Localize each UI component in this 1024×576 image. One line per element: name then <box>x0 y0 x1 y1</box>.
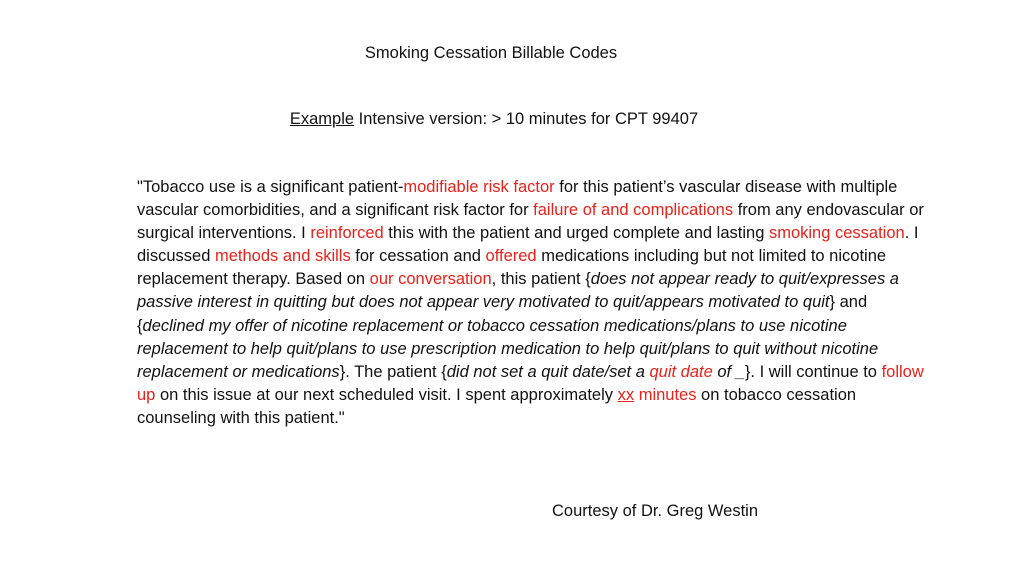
highlight-reinforced: reinforced <box>310 224 384 243</box>
text-segment: from any endovascular or surgical interventions. I <box>137 201 924 243</box>
text-segment: medications including but not limited to nicotine replacement therapy. Based on <box>137 247 887 289</box>
example-line <box>0 110 988 129</box>
text-segment: for cessation and <box>350 247 486 266</box>
highlight-modifiable-risk-factor: modifiable risk factor <box>403 178 555 196</box>
text-segment: }. I will continue to <box>744 362 882 381</box>
highlight-our-conversation: our conversation <box>369 270 492 289</box>
highlight-minutes-placeholder: xx <box>617 385 635 404</box>
highlight-offered: offered <box>485 247 537 266</box>
credit-line: Courtesy of Dr. Greg Westin <box>552 502 759 520</box>
text-segment: on tobacco cessation counseling with this patient." <box>137 385 857 427</box>
readiness-options: does not appear ready to quit/expresses a passive interest in quitting but does not appear very motivated to quit/appears motivated to quit <box>137 270 899 312</box>
text-segment: , this patient { <box>491 270 591 289</box>
example-label: Example <box>289 110 355 128</box>
quit-date-options: of _ <box>712 362 745 381</box>
text-segment: } and { <box>137 293 868 335</box>
text-segment: on this issue at our next scheduled visit. I spent approximately <box>155 385 618 404</box>
text-segment: "Tobacco use is a significant patient- <box>137 178 404 196</box>
quit-date-options: did not set a quit date/set a <box>446 362 650 381</box>
text-segment: . I discussed <box>137 224 919 266</box>
slide-title: Smoking Cessation Billable Codes <box>364 44 618 62</box>
highlight-follow-up: follow up <box>137 362 924 404</box>
text-segment: for this patient’s vascular disease with multiple vascular comorbidities, and a significant risk factor for <box>137 178 898 220</box>
highlight-failure-complications: failure of and complications <box>533 201 734 220</box>
highlight-methods-skills: methods and skills <box>214 247 351 266</box>
highlight-minutes: minutes <box>634 385 697 404</box>
example-text: Intensive version: > 10 minutes for CPT 99407 <box>354 110 699 128</box>
highlight-quit-date: quit date <box>649 362 713 381</box>
medication-options: declined my offer of nicotine replacement or tobacco cessation medications/plans to use nicotine replacement to help quit/plans to use prescription medication to help quit/plans to quit without nicotine replacement or medications <box>137 316 879 381</box>
highlight-smoking-cessation: smoking cessation <box>768 224 905 243</box>
text-segment: this with the patient and urged complete and lasting <box>383 224 769 243</box>
documentation-template-paragraph <box>137 176 927 430</box>
text-segment: }. The patient { <box>339 362 447 381</box>
